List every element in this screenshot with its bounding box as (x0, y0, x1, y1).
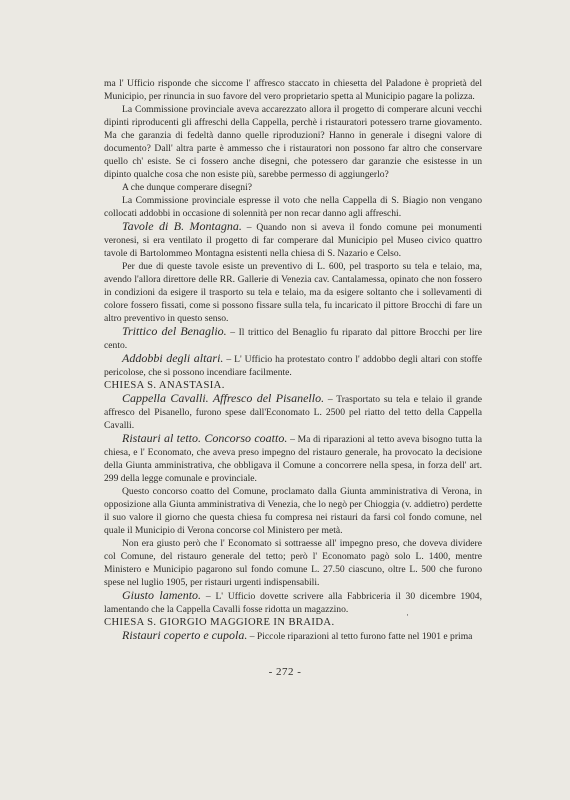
section-tavole (104, 220, 482, 260)
section-text: – L' Ufficio ha protestato contro l' addobbo degli altari con stoffe pericolose, che si possono incendiare facilmente. (104, 354, 482, 378)
chapter-heading: CHIESA S. GIORGIO MAGGIORE IN BRAIDA. (104, 617, 335, 628)
paragraph: La Commissione provinciale espresse il voto che nella Cappella di S. Biagio non vengano collocati addobbi in occasione di solennità per non recar danno agli affreschi. (104, 195, 482, 219)
section-ristauri-coperto (104, 629, 482, 643)
section-text: – Quando non si aveva il fondo comune pei monumenti veronesi, si era ventilato il progetto di far comperare dal Municipio pel Museo civico quattro tavole di Bartolommeo Montagna esistenti nella chiesa di S. Nazario e Celso. (104, 222, 482, 259)
paragraph: A che dunque comperare disegni? (122, 182, 252, 193)
section-trittico (104, 325, 482, 352)
section-text: – Piccole riparazioni al tetto furono fatte nel 1901 e prima (247, 631, 473, 642)
paragraph: ma l' Ufficio risponde che siccome l' affresco staccato in chiesetta del Paladone è proprietà del Municipio, per rinuncia in suo favore del vero proprietario spetta al Municipio pagare la polizza. (104, 78, 482, 102)
paragraph: Non era giusto però che l' Economato si sottraesse all' impegno preso, che doveva dividere col Comune, del ristauro generale del tetto; però l' Economato pagò solo L. 1400, mentre Ministero e Municipio pagarono sul fondo comune L. 27.50 ciascuno, oltre L. 500 che furono spese nel luglio 1905, per ristauri urgenti indispensabili. (104, 538, 482, 588)
paragraph: Per due di queste tavole esiste un preventivo di L. 600, pel trasporto su tela e telaio, ma, avendo l'allora direttore delle RR. Gallerie di Venezia cav. Cantalamessa, opinato che non fossero in condizioni da esigere il trasporto su tela e telaio, ma da esigere soltanto che i sollevamenti di colore fossero fissati, come si possono fissare sulla tela, fu incaricato il pittore Brocchi di fare un altro preventivo in questo senso. (104, 261, 482, 324)
section-title: Ristauri coperto e cupola. (122, 628, 248, 642)
section-text: – L' Ufficio dovette scrivere alla Fabbriceria il 30 dicembre 1904, lamentando che la Cappella Cavalli fosse ridotta un magazzino. (104, 591, 482, 615)
paragraph: La Commissione provinciale aveva accarezzato allora il progetto di comperare alcuni vecchi dipinti riproducenti gli affreschi della Cappella, perchè i ristauratori potessero trarne giovamento. Ma che garanzia di fedeltà danno quelle riproduzioni? Hanno in generale i disegni valore di documento? Dall' altra parte è ammesso che i ristauratori non possono far altro che conservare quello ch' esiste. Se ci fossero anche disegni, che potessero dar garanzie che esistesse in un dipinto qualche cosa che non esiste più, sarebbe permesso di aggiungerlo? (104, 104, 482, 180)
chapter-heading: CHIESA S. ANASTASIA. (104, 380, 225, 391)
ink-dot: · (406, 610, 409, 620)
section-title: Trittico del Benaglio. (122, 324, 227, 338)
section-ristauri-tetto (104, 432, 482, 485)
section-title: Addobbi degli altari. (122, 351, 224, 365)
section-addobbi (104, 352, 482, 379)
text-body (104, 77, 482, 643)
section-text: – Trasportato su tela e telaio il grande affresco del Pisanello, furono spese dall'Economato L. 2500 pel riatto del tetto della Cappella Cavalli. (104, 394, 482, 431)
section-cappella (104, 392, 482, 432)
section-title: Cappella Cavalli. Affresco del Pisanello. (122, 391, 325, 405)
section-title: Tavole di B. Montagna. (122, 219, 242, 233)
section-title: Ristauri al tetto. Concorso coatto. (122, 431, 288, 445)
section-text: – Ma di riparazioni al tetto aveva bisogno tutta la chiesa, e l' Economato, che aveva preso impegno del ristauro generale, ha provocato la decisione della Giunta amministrativa, che obbligava il Comune a concorrere nella spesa, in forza dell' art. 299 della legge comunale e provinciale. (104, 434, 482, 484)
paragraph: Questo concorso coatto del Comune, proclamato dalla Giunta amministrativa di Verona, in opposizione alla Giunta amministrativa di Venezia, che lo negò per Chioggia (v. addietro) perdette il suo valore il giorno che questa chiesa fu compresa nei ristauri da farsi col fondo comune, nel quale il Municipio di Verona concorse col Ministero per metà. (104, 486, 482, 536)
section-title: Giusto lamento. (122, 588, 202, 602)
section-text: – Il trittico del Benaglio fu riparato dal pittore Brocchi per lire cento. (104, 327, 482, 351)
section-giusto (104, 589, 482, 616)
page-number: - 272 - (268, 666, 302, 678)
